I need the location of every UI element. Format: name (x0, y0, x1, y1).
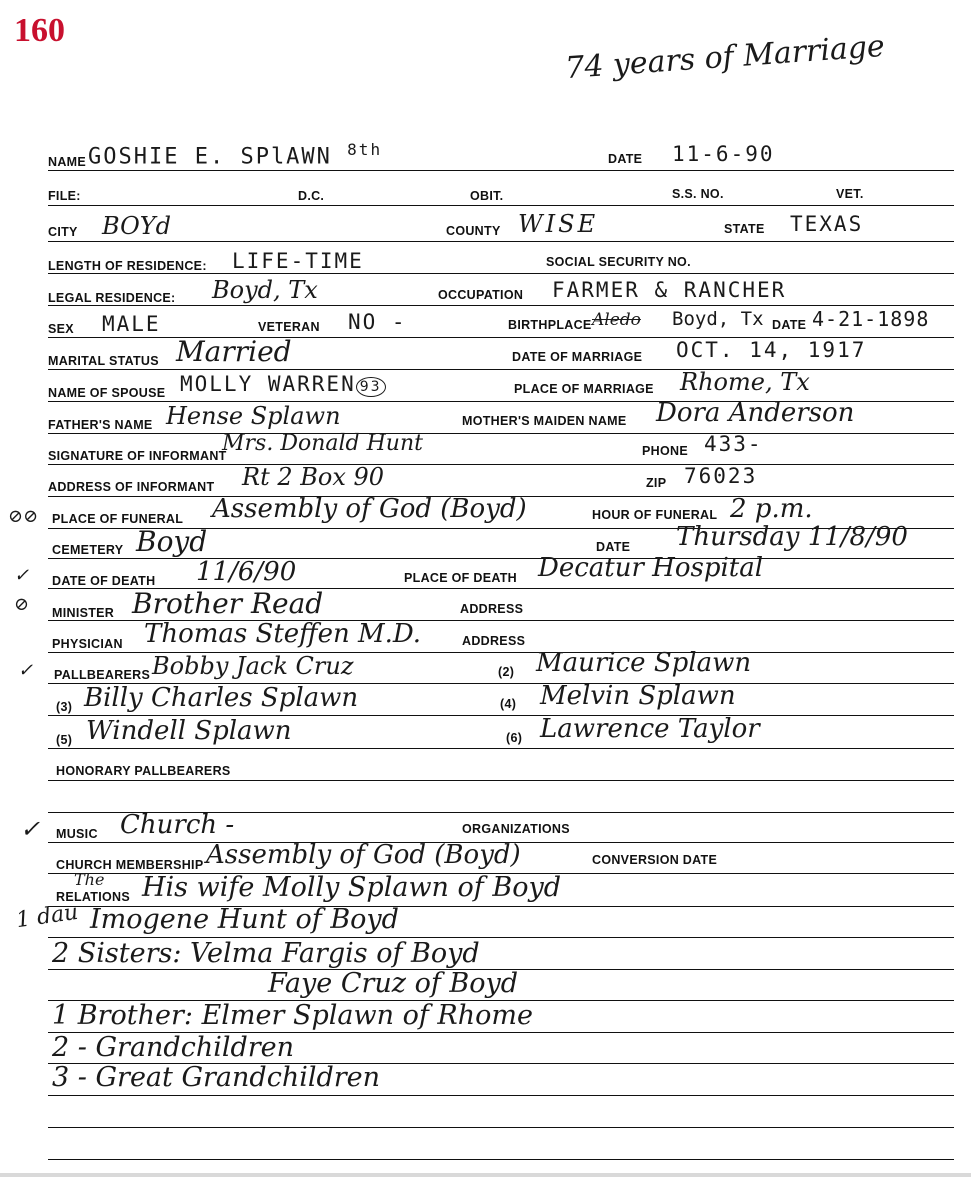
name-of-spouse-label: NAME OF SPOUSE (48, 386, 166, 400)
date-of-marriage-label: DATE OF MARRIAGE (512, 350, 643, 364)
zip-value: 76023 (684, 464, 758, 488)
relations-label: RELATIONS (56, 890, 130, 904)
occupation-value: FARMER & RANCHER (552, 278, 787, 302)
cemetery-label: CEMETERY (52, 543, 124, 557)
minister-label: MINISTER (52, 606, 115, 620)
mothers-maiden-name-value: Dora Anderson (656, 398, 855, 428)
minister-margin-mark: ⊘ (14, 594, 30, 615)
death-check-mark: ✓ (14, 565, 30, 586)
birthplace-value: Boyd, Tx (672, 308, 764, 330)
pallbearer-4-label: (4) (500, 697, 517, 711)
date-of-death-value: 11/6/90 (196, 557, 297, 587)
pallbearer-2-label: (2) (498, 665, 515, 679)
ss-no-label: S.S. NO. (672, 187, 724, 201)
date-of-death-label: DATE OF DEATH (52, 574, 156, 588)
relations-line-6: 2 - Grandchildren (52, 1032, 295, 1063)
address-of-informant-value: Rt 2 Box 90 (242, 463, 385, 491)
hour-of-funeral-value: 2 p.m. (730, 494, 813, 524)
music-label: MUSIC (56, 827, 98, 841)
pallbearer-5-label: (5) (56, 733, 73, 747)
pallbearer-5-value: Windell Splawn (86, 716, 292, 746)
physician-address-label: ADDRESS (462, 634, 526, 648)
fathers-name-value: Hense Splawn (166, 402, 341, 430)
birth-date-value: 4-21-1898 (812, 307, 930, 331)
cemetery-date-label: DATE (596, 540, 631, 554)
pallbearers-label: PALLBEARERS (54, 668, 151, 682)
place-of-marriage-label: PLACE OF MARRIAGE (514, 382, 654, 396)
rule-name (48, 170, 954, 171)
date-of-marriage-value: OCT. 14, 1917 (676, 338, 867, 362)
rule-pallbearers-3 (48, 748, 954, 749)
county-label: COUNTY (446, 224, 501, 238)
legal-residence-value: Boyd, Tx (212, 276, 318, 304)
rule-residence (48, 273, 954, 274)
conversion-date-label: CONVERSION DATE (592, 853, 718, 867)
length-of-residence-value: LIFE-TIME (232, 249, 364, 273)
relations-line-2: Imogene Hunt of Boyd (90, 904, 399, 935)
birth-date-label: DATE (772, 318, 807, 332)
pallbearer-2-value: Maurice Splawn (536, 648, 752, 678)
spouse-age: 93 (356, 377, 386, 397)
name-value (88, 140, 382, 169)
physician-value: Thomas Steffen M.D. (144, 619, 422, 649)
mothers-maiden-name-label: MOTHER'S MAIDEN NAME (462, 414, 627, 428)
rule-honorary-1 (48, 780, 954, 781)
signature-value: Mrs. Donald Hunt (222, 431, 423, 456)
fathers-name-label: FATHER'S NAME (48, 418, 153, 432)
rule-signature (48, 464, 954, 465)
place-of-death-label: PLACE OF DEATH (404, 571, 517, 585)
cemetery-date-value: Thursday 11/8/90 (676, 522, 908, 552)
obit-label: OBIT. (470, 189, 504, 203)
church-membership-value: Assembly of God (Boyd) (206, 840, 521, 870)
name-suffix: 8th (347, 140, 383, 159)
place-of-funeral-label: PLACE OF FUNERAL (52, 512, 184, 526)
state-value: TEXAS (790, 212, 864, 236)
minister-address-label: ADDRESS (460, 602, 524, 616)
music-value: Church - (120, 810, 235, 840)
vet-label: VET. (836, 187, 864, 201)
marital-status-label: MARITAL STATUS (48, 354, 159, 368)
relations-line-3: 2 Sisters: Velma Fargis of Boyd (52, 938, 480, 969)
city-value: BOYd (102, 212, 171, 240)
sex-value: MALE (102, 312, 161, 336)
page-bottom-edge (0, 1173, 971, 1177)
phone-value: 433- (704, 432, 763, 456)
pallbearer-3-value: Billy Charles Splawn (84, 683, 359, 713)
social-security-label: SOCIAL SECURITY NO. (546, 255, 691, 269)
funeral-margin-mark: ⊘⊘ (8, 506, 39, 527)
rule-marital (48, 369, 954, 370)
spouse-value (180, 372, 386, 397)
rule-legal (48, 305, 954, 306)
pallbearer-1-value: Bobby Jack Cruz (152, 652, 354, 680)
relations-side-note: 1 dau (14, 899, 80, 934)
relations-line-5: 1 Brother: Elmer Splawn of Rhome (52, 1000, 533, 1031)
relations-line-7: 3 - Great Grandchildren (52, 1062, 381, 1093)
pallbearer-4-value: Melvin Splawn (540, 681, 736, 711)
rule-cemetery (48, 558, 954, 559)
sex-label: SEX (48, 322, 74, 336)
pallbearer-6-value: Lawrence Taylor (540, 714, 760, 744)
pallbearer-6-label: (6) (506, 731, 523, 745)
state-label: STATE (724, 222, 765, 236)
music-check-mark: ✓ (20, 815, 41, 843)
county-value: WISE (518, 210, 599, 238)
rule-file (48, 205, 954, 206)
birthplace-label: BIRTHPLACE (508, 318, 592, 332)
signature-label: SIGNATURE OF INFORMANT (48, 449, 227, 463)
rule-relations-7 (48, 1095, 954, 1096)
rule-relations-8 (48, 1127, 954, 1128)
occupation-label: OCCUPATION (438, 288, 524, 302)
rule-parents (48, 433, 954, 434)
place-of-funeral-value: Assembly of God (Boyd) (212, 494, 527, 524)
name-label: NAME (48, 155, 87, 169)
place-of-death-value: Decatur Hospital (538, 553, 764, 583)
veteran-value: NO - (348, 310, 407, 334)
pallbearers-check-mark: ✓ (18, 660, 34, 681)
name-text: GOSHIE E. SPlAWN (88, 144, 332, 170)
rule-city (48, 241, 954, 242)
church-membership-label: CHURCH MEMBERSHIP (56, 858, 204, 872)
length-of-residence-label: LENGTH OF RESIDENCE: (48, 259, 207, 273)
birthplace-struck: Aledo (592, 310, 641, 330)
relations-line-4: Faye Cruz of Boyd (268, 968, 519, 999)
hour-of-funeral-label: HOUR OF FUNERAL (592, 508, 718, 522)
physician-label: PHYSICIAN (52, 637, 123, 651)
minister-value: Brother Read (132, 587, 324, 620)
file-label: FILE: (48, 189, 81, 203)
legal-residence-label: LEGAL RESIDENCE: (48, 291, 176, 305)
dc-label: D.C. (298, 189, 325, 203)
marital-status-value: Married (176, 335, 292, 368)
place-of-marriage-value: Rhome, Tx (680, 368, 810, 396)
page-number: 160 (14, 12, 65, 49)
phone-label: PHONE (642, 444, 688, 458)
veteran-label: VETERAN (258, 320, 320, 334)
zip-label: ZIP (646, 476, 667, 490)
date-label: DATE (608, 152, 643, 166)
address-of-informant-label: ADDRESS OF INFORMANT (48, 480, 215, 494)
top-note: 74 years of Marriage (564, 28, 886, 87)
organizations-label: ORGANIZATIONS (462, 822, 570, 836)
relations-line-1: His wife Molly Splawn of Boyd (142, 872, 561, 903)
cemetery-value: Boyd (136, 525, 208, 558)
city-label: CITY (48, 225, 78, 239)
rule-relations-9 (48, 1159, 954, 1160)
spouse-name: MOLLY WARREN (180, 372, 356, 396)
pallbearer-3-label: (3) (56, 700, 73, 714)
honorary-pallbearers-label: HONORARY PALLBEARERS (56, 764, 231, 778)
date-value: 11-6-90 (672, 142, 775, 166)
relations-prefix: The (74, 870, 105, 889)
